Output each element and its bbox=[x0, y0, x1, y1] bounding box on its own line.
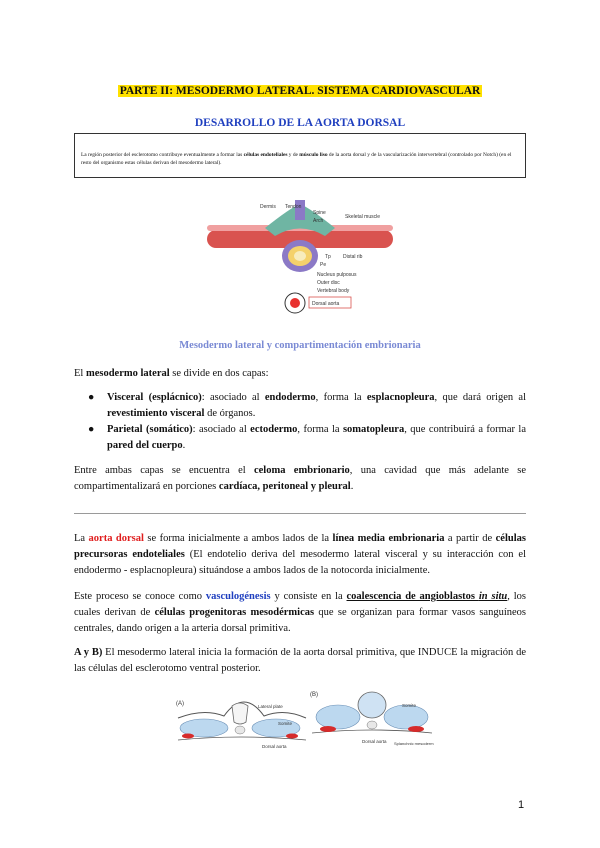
somite-left-b bbox=[316, 705, 360, 729]
notochord bbox=[235, 726, 245, 734]
paragraph-3: La aorta dorsal se forma inicialmente a ambos lados de la línea media embrionaria a partir de células precursoras endoteliales (El endotelio deriva del mesodermo lateral visceral y su interacción con el endodermo - esplacnopleura) situándose a ambos lados de la notocorda inicialmente. bbox=[74, 533, 526, 576]
bullet-list bbox=[74, 390, 526, 454]
page-title: PARTE II: MESODERMO LATERAL. SISTEMA CARDIOVASCULAR bbox=[119, 85, 481, 97]
nucleus-pulposus bbox=[294, 251, 306, 261]
label-somite-b: Somite bbox=[402, 703, 417, 708]
vertebra-figure bbox=[205, 196, 395, 324]
notochord-b bbox=[367, 721, 377, 729]
paragraph-5: A y B) El mesodermo lateral inicia la formación de la aorta dorsal primitiva, que INDUCE la migración de las células del esclerotomo ventral posterior. bbox=[74, 647, 526, 674]
neural-tube bbox=[232, 703, 248, 724]
label-lateral-plate: Lateral plate bbox=[258, 704, 283, 709]
somite-right-b bbox=[384, 705, 428, 729]
label-nucleus: Nucleus pulposus bbox=[317, 272, 357, 278]
panel-b-label: (B) bbox=[310, 692, 318, 698]
spine-process bbox=[295, 200, 305, 220]
label-dermis: Dermis bbox=[260, 204, 276, 210]
bullet-icon: ● bbox=[88, 392, 95, 403]
dorsal-aorta-lumen bbox=[290, 298, 300, 308]
label-tp: Tp bbox=[325, 254, 331, 260]
divider bbox=[74, 513, 526, 514]
neural-tube-b bbox=[358, 692, 386, 718]
label-tendon: Tendon bbox=[285, 204, 302, 210]
dorsal-aorta-right bbox=[286, 734, 298, 739]
panel-a-label: (A) bbox=[176, 701, 184, 707]
paragraph-2: Entre ambas capas se encuentra el celoma embrionario, una cavidad que más adelante se compartimentalizará en porciones cardíaca, peritoneal y pleural. bbox=[74, 465, 526, 492]
figure-panel-a bbox=[174, 696, 308, 750]
list-item: ● Parietal (somático): asociado al ectodermo, forma la somatopleura, que contribuirá a formar la pared del cuerpo. bbox=[88, 424, 527, 451]
paragraph-1: El mesodermo lateral se divide en dos capas: bbox=[74, 368, 269, 379]
dorsal-aorta-left bbox=[182, 734, 194, 739]
section-heading: Mesodermo lateral y compartimentación embrionaria bbox=[179, 340, 421, 351]
page-subtitle: DESARROLLO DE LA AORTA DORSAL bbox=[194, 117, 406, 129]
label-dorsal-aorta-a: Dorsal aorta bbox=[262, 744, 287, 749]
bullet-icon: ● bbox=[88, 424, 95, 435]
paragraph-4: Este proceso se conoce como vasculogénesis y consiste en la coalescencia de angioblastos in situ, los cuales derivan de células progenitoras mesodérmicas que se organizan para formar vasos sanguíneos centrales, dando origen a la arteria dorsal primitiva. bbox=[74, 591, 526, 634]
label-skeletal-muscle: Skeletal muscle bbox=[345, 214, 381, 220]
figure-panel-b bbox=[308, 687, 436, 755]
page-number: 1 bbox=[518, 799, 525, 811]
label-arch: Arch bbox=[313, 218, 324, 224]
label-splanchnic: Splanchnic mesoderm bbox=[394, 741, 434, 746]
list-item: ● Visceral (esplácnico): asociado al endodermo, forma la esplacnopleura, que dará origen al revestimiento visceral de órganos. bbox=[88, 392, 526, 419]
label-pe: Pe bbox=[320, 262, 327, 268]
label-vertebral-body: Vertebral body bbox=[317, 288, 350, 294]
dorsal-aorta-right-b bbox=[408, 726, 424, 732]
label-spine: Spine bbox=[313, 210, 326, 216]
label-somite-a: Somite bbox=[278, 721, 293, 726]
note-box: La región posterior del esclerotomo contribuye eventualmente a formar las células endoteliales y de músculo liso de la aorta dorsal y de la vascularización intervertebral (controlado por Notch) (en el resto del organismo estas células derivan del mesodermo lateral). bbox=[74, 133, 526, 178]
endoderm-line bbox=[178, 737, 306, 740]
label-distal-rib: Distal rib bbox=[343, 254, 363, 260]
label-outer-disc: Outer disc bbox=[317, 280, 340, 286]
dorsal-aorta-left-b bbox=[320, 726, 336, 732]
label-dorsal-aorta: Dorsal aorta bbox=[312, 301, 340, 307]
label-dorsal-aorta-b: Dorsal aorta bbox=[362, 739, 387, 744]
